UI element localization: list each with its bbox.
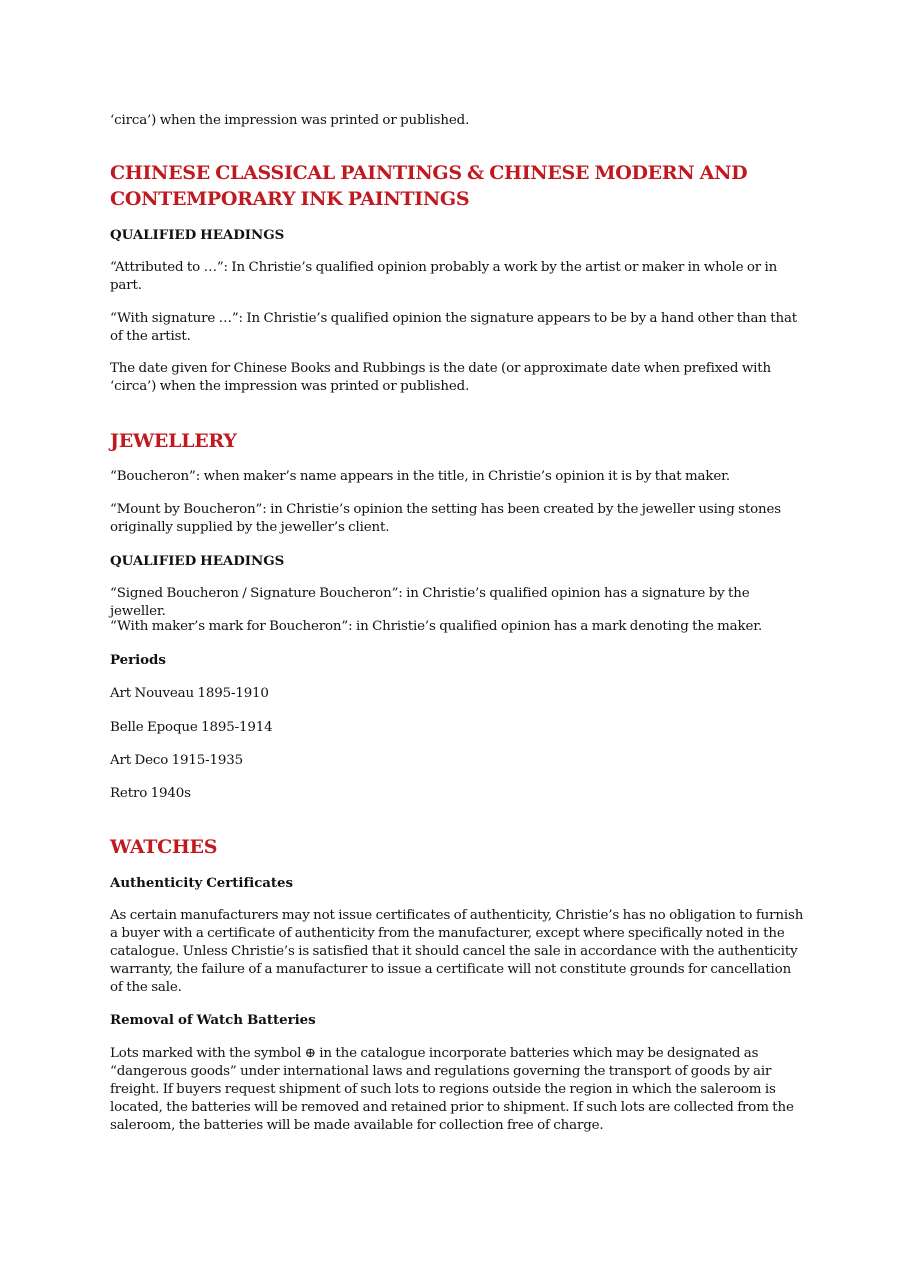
jewellery-heading: JEWELLERY — [110, 430, 237, 452]
chinese-paintings-heading — [110, 160, 805, 212]
with-signature-paragraph: “With signature …”: In Christie’s qualified opinion the signature appears to be by a hand other than that of the artist. — [110, 311, 798, 344]
period-item: Art Deco 1915-1935 — [110, 753, 243, 768]
periods-heading: Periods — [110, 652, 166, 668]
signed-paragraph: “Signed Boucheron / Signature Boucheron”: in Christie’s qualified opinion has a signature by the jeweller. — [110, 586, 750, 619]
watches-heading: WATCHES — [110, 836, 218, 858]
chinese-paintings-heading-line2: CONTEMPORARY INK PAINTINGS — [110, 188, 470, 210]
chinese-paintings-heading-line1: CHINESE CLASSICAL PAINTINGS & CHINESE MODERN AND — [110, 162, 748, 184]
period-item: Art Nouveau 1895-1910 — [110, 686, 269, 701]
date-note-paragraph: The date given for Chinese Books and Rubbings is the date (or approximate date when prefixed with ‘circa’) when the impression was printed or published. — [110, 361, 771, 394]
qualified-headings-label: QUALIFIED HEADINGS — [110, 227, 285, 243]
attributed-paragraph: “Attributed to …”: In Christie’s qualified opinion probably a work by the artist or maker in whole or in part. — [110, 260, 778, 293]
authenticity-certificates-heading: Authenticity Certificates — [110, 875, 294, 891]
removal-of-batteries-paragraph: Lots marked with the symbol ⊕ in the catalogue incorporate batteries which may be designated as “dangerous goods” under international laws and regulations governing the transport of goods by air freight. If buyers request shipment of such lots to regions outside the region in which the saleroom is located, the batteries will be removed and retained prior to shipment. If such lots are collected from the saleroom, the batteries will be made available for collection free of charge. — [110, 1046, 794, 1133]
makers-mark-paragraph: “With maker’s mark for Boucheron”: in Christie’s qualified opinion has a mark denoting the maker. — [110, 619, 763, 634]
removal-of-batteries-heading: Removal of Watch Batteries — [110, 1012, 316, 1028]
qualified-headings-label: QUALIFIED HEADINGS — [110, 553, 285, 569]
period-item: Retro 1940s — [110, 786, 191, 801]
authenticity-certificates-paragraph: As certain manufacturers may not issue certificates of authenticity, Christie’s has no obligation to furnish a buyer with a certificate of authenticity from the manufacturer, except where specifically noted in the catalogue. Unless Christie’s is satisfied that it should cancel the sale in accordance with the authenticity warranty, the failure of a manufacturer to issue a certificate will not constitute grounds for cancellation of the sale. — [110, 908, 804, 995]
period-item: Belle Epoque 1895-1914 — [110, 720, 273, 735]
mount-by-paragraph: “Mount by Boucheron”: in Christie’s opinion the setting has been created by the jeweller using stones originally supplied by the jeweller’s client. — [110, 502, 781, 535]
intro-text: ‘circa’) when the impression was printed or published. — [110, 113, 470, 128]
boucheron-paragraph: “Boucheron”: when maker’s name appears in the title, in Christie’s opinion it is by that maker. — [110, 469, 731, 484]
